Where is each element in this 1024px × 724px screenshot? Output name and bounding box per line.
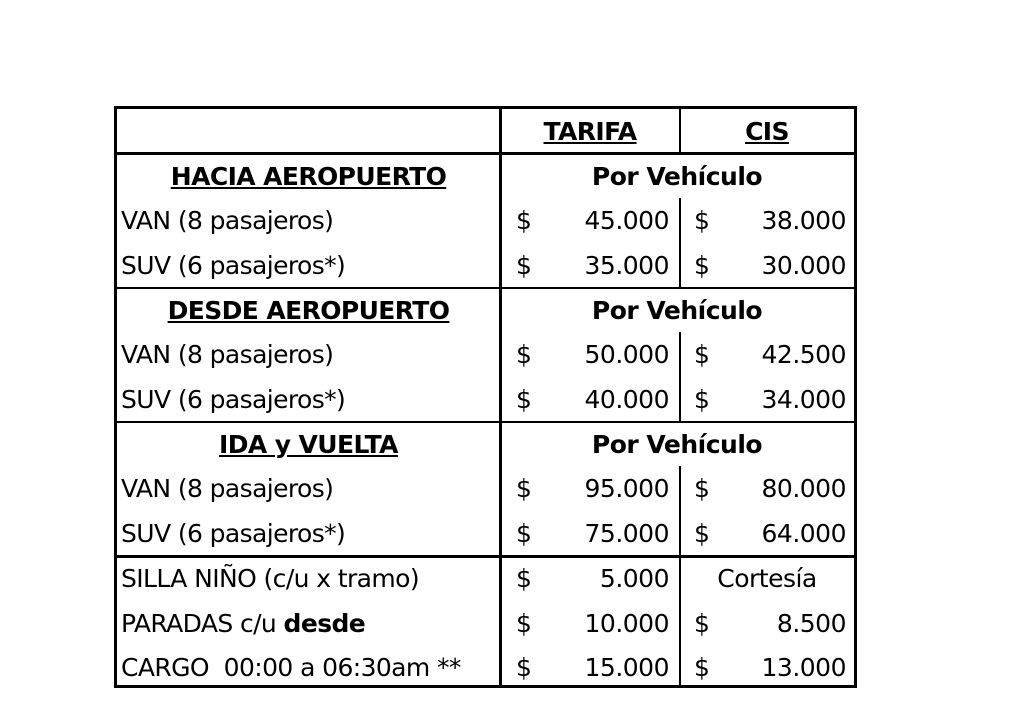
cis-currency: $ <box>694 608 710 638</box>
cis-currency: $ <box>694 385 710 415</box>
tarifa-value: 10.000 <box>584 608 669 638</box>
tarifa-currency: $ <box>516 206 532 236</box>
cis-currency: $ <box>694 206 710 236</box>
tarifa-currency: $ <box>516 340 532 370</box>
cis-currency: $ <box>694 653 710 683</box>
tarifa-currency: $ <box>516 250 532 280</box>
tarifa-currency: $ <box>516 563 532 593</box>
tarifa-currency: $ <box>516 474 532 504</box>
rule <box>679 466 681 555</box>
section-unit: Por Vehículo <box>591 295 763 325</box>
cis-value: 30.000 <box>761 250 846 280</box>
tarifa-value: 95.000 <box>584 474 669 504</box>
section-header-row <box>117 154 854 199</box>
table-row <box>117 556 854 601</box>
tarifa-value: 5.000 <box>599 563 669 593</box>
section-unit: Por Vehículo <box>591 161 763 191</box>
rule <box>499 109 502 685</box>
section-title: HACIA AEROPUERTO <box>170 161 447 191</box>
cis-currency: $ <box>694 250 710 280</box>
cis-header: CIS <box>745 116 789 146</box>
table-row <box>117 243 854 288</box>
rule <box>679 332 681 421</box>
row-label: VAN (8 pasajeros) <box>121 340 334 370</box>
tarifa-value: 40.000 <box>584 385 669 415</box>
row-label: VAN (8 pasajeros) <box>121 206 334 236</box>
rule <box>117 421 854 423</box>
row-label: CARGO 00:00 a 06:30am ** <box>121 653 461 683</box>
tarifa-currency: $ <box>516 519 532 549</box>
table-row <box>117 333 854 378</box>
row-label: SILLA NIÑO (c/u x tramo) <box>121 563 419 593</box>
table-row <box>117 601 854 646</box>
row-label: SUV (6 pasajeros*) <box>121 250 346 280</box>
cis-currency: $ <box>694 340 710 370</box>
section-title: DESDE AEROPUERTO <box>167 295 450 325</box>
tarifa-value: 75.000 <box>584 519 669 549</box>
section-header-row <box>117 422 854 467</box>
cis-value: 13.000 <box>761 653 846 683</box>
rule <box>117 152 854 155</box>
cis-value: 42.500 <box>761 340 846 370</box>
table-row <box>117 645 854 690</box>
tarifa-value: 15.000 <box>584 653 669 683</box>
row-label: SUV (6 pasajeros*) <box>121 385 346 415</box>
row-label <box>117 601 500 646</box>
table-row <box>117 198 854 243</box>
rule <box>679 109 681 153</box>
rule <box>679 198 681 287</box>
tarifa-value: 35.000 <box>584 250 669 280</box>
tarifa-header: TARIFA <box>543 116 637 146</box>
row-label: SUV (6 pasajeros*) <box>121 519 346 549</box>
cis-currency: $ <box>694 474 710 504</box>
cis-currency: $ <box>694 519 710 549</box>
row-label-text: PARADAS c/u <box>121 608 277 638</box>
cis-value: 80.000 <box>761 474 846 504</box>
table-row <box>117 377 854 422</box>
table-row <box>117 467 854 512</box>
price-table <box>114 106 857 688</box>
section-unit: Por Vehículo <box>591 429 763 459</box>
row-label-bold: desde <box>283 608 366 638</box>
row-label: VAN (8 pasajeros) <box>121 474 334 504</box>
section-header-row <box>117 288 854 333</box>
tarifa-value: 50.000 <box>584 340 669 370</box>
cis-value: 64.000 <box>761 519 846 549</box>
header-row <box>117 109 854 154</box>
rule <box>117 555 854 558</box>
tarifa-currency: $ <box>516 653 532 683</box>
cis-value: 38.000 <box>761 206 846 236</box>
tarifa-currency: $ <box>516 385 532 415</box>
cis-value: Cortesía <box>717 563 817 593</box>
tarifa-value: 45.000 <box>584 206 669 236</box>
table-row <box>117 511 854 556</box>
cis-value: 34.000 <box>761 385 846 415</box>
section-title: IDA y VUELTA <box>219 429 398 459</box>
tarifa-currency: $ <box>516 608 532 638</box>
cis-value: 8.500 <box>776 608 846 638</box>
rule <box>679 555 681 685</box>
rule <box>117 287 854 289</box>
